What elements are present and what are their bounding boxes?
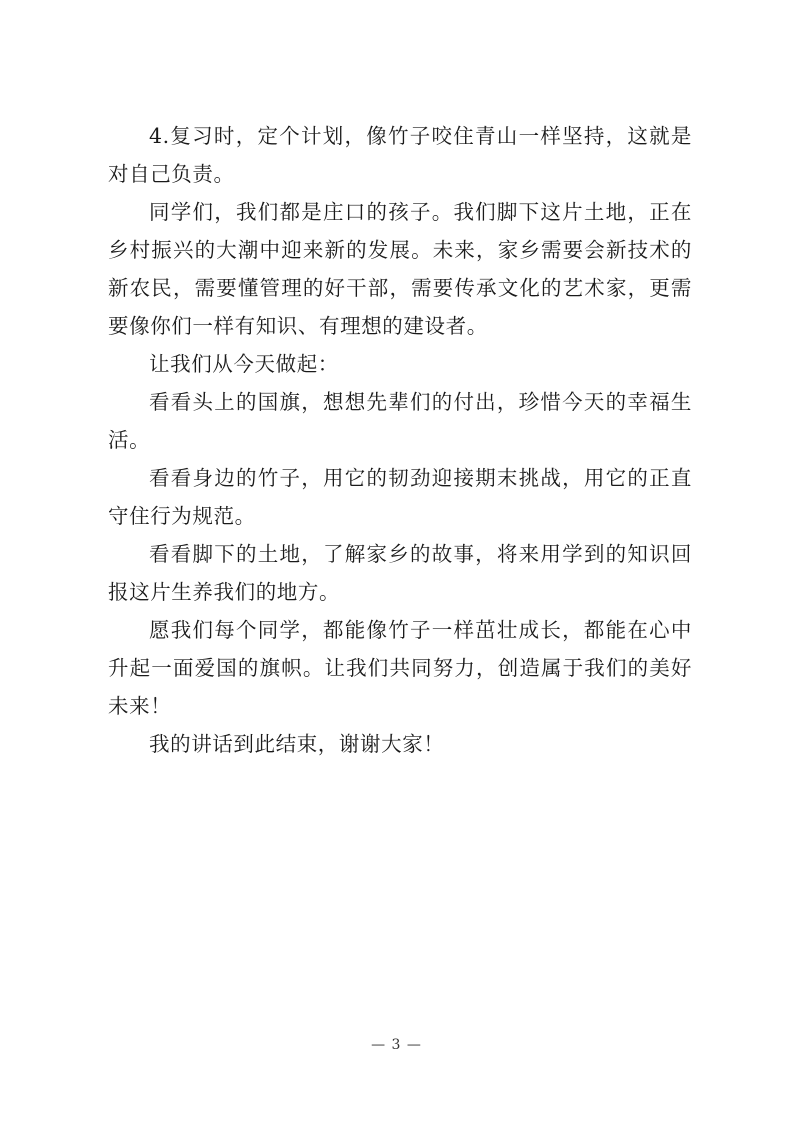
paragraph-wish: 愿我们每个同学，都能像竹子一样茁壮成长，都能在心中升起一面爱国的旗帜。让我们共同努力，创造属于我们的美好未来！ [108,618,692,718]
paragraph-national-flag: 看看头上的国旗，想想先辈们的付出，珍惜今天的幸福生活。 [108,390,692,452]
paragraph-review-plan: 4.复习时，定个计划，像竹子咬住青山一样坚持，这就是对自己负责。 [108,124,692,186]
paragraph-hometown-builders: 同学们，我们都是庄口的孩子。我们脚下这片土地，正在乡村振兴的大潮中迎来新的发展。未来，家乡需要会新技术的新农民，需要懂管理的好干部，需要传承文化的艺术家，更需要像你们一样有知识、有理想的建设者。 [108,200,692,338]
paragraph-start-today: 让我们从今天做起： [149,352,339,376]
page-number: — 3 — [371,1037,422,1053]
paragraph-closing: 我的讲话到此结束，谢谢大家！ [149,732,445,756]
paragraph-land: 看看脚下的土地，了解家乡的故事，将来用学到的知识回报这片生养我们的地方。 [108,542,692,604]
paragraph-bamboo: 看看身边的竹子，用它的韧劲迎接期末挑战，用它的正直守住行为规范。 [108,466,692,528]
speech-body [108,117,692,763]
